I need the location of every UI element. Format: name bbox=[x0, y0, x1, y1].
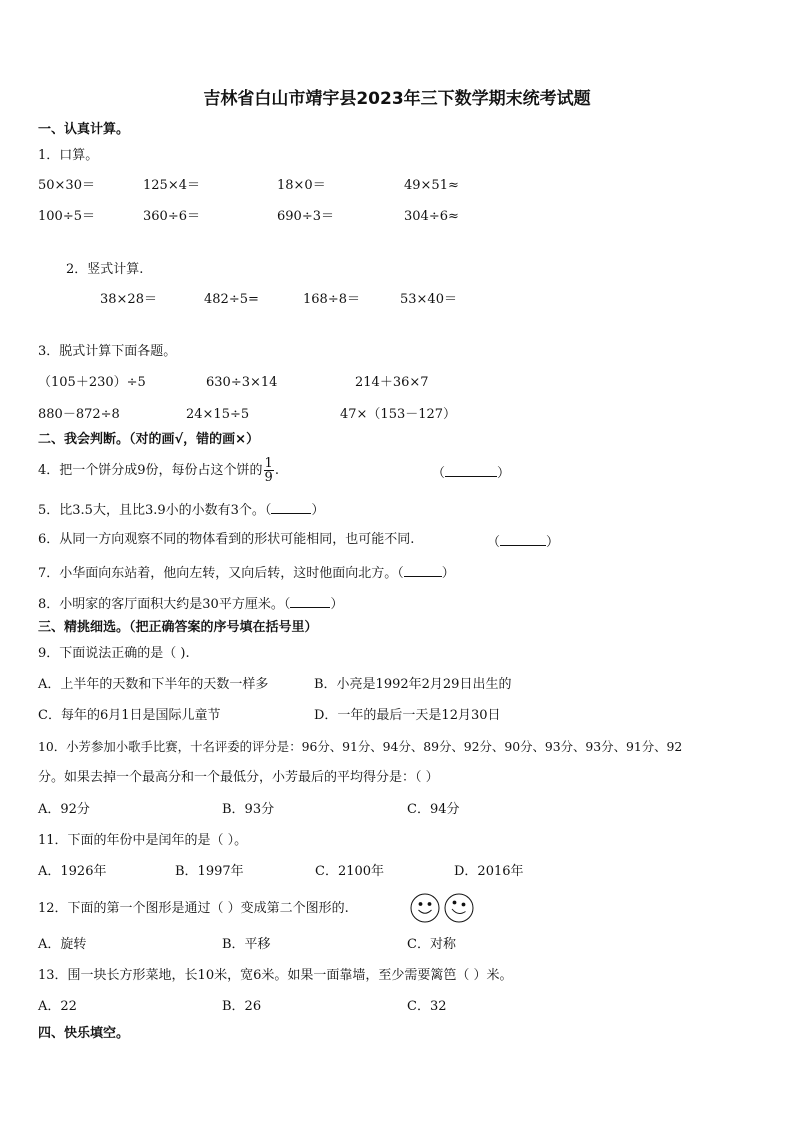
option-a[interactable]: A．旋转 bbox=[38, 937, 87, 952]
oral-item: 50×30＝ bbox=[38, 178, 95, 193]
vertical-calc-item: 38×28＝ bbox=[100, 292, 157, 307]
page-title: 吉林省白山市靖宇县2023年三下数学期末统考试题 bbox=[203, 89, 591, 109]
oral-item: 690÷3＝ bbox=[277, 209, 334, 224]
question-6-text: 6．从同一方向观察不同的物体看到的形状可能相同，也可能不同. bbox=[38, 532, 415, 547]
fraction-denominator: 9 bbox=[264, 470, 273, 485]
question-4 bbox=[38, 456, 279, 486]
question-8 bbox=[38, 594, 343, 613]
vertical-calc-item: 482÷5= bbox=[204, 292, 259, 307]
question-2-label: 2．竖式计算. bbox=[66, 262, 144, 277]
option-d[interactable]: D．一年的最后一天是12月30日 bbox=[314, 708, 501, 723]
section-heading-3: 三、精挑细选。（把正确答案的序号填在括号里） bbox=[38, 620, 318, 635]
option-c[interactable]: C．每年的6月1日是国际儿童节 bbox=[38, 708, 221, 723]
stepwise-item: 47×（153－127） bbox=[340, 407, 457, 422]
smiley-faces-figure bbox=[410, 892, 476, 928]
section-heading-2: 二、我会判断。（对的画√，错的画×） bbox=[38, 432, 260, 447]
answer-blank[interactable] bbox=[500, 532, 546, 546]
question-4-answer bbox=[432, 463, 510, 482]
question-5 bbox=[38, 500, 324, 519]
answer-blank[interactable] bbox=[290, 594, 330, 608]
paren-open: （ bbox=[487, 535, 501, 550]
option-c[interactable]: C．94分 bbox=[407, 802, 460, 817]
section-heading-4: 四、快乐填空。 bbox=[38, 1026, 130, 1041]
question-9-stem: 9．下面说法正确的是（ ). bbox=[38, 646, 190, 661]
smiley-faces-svg bbox=[410, 892, 476, 924]
option-a[interactable]: A．92分 bbox=[38, 802, 90, 817]
paren-close: ） bbox=[497, 466, 511, 481]
question-3-label: 3．脱式计算下面各题。 bbox=[38, 344, 177, 359]
question-6-answer bbox=[487, 532, 559, 551]
option-b[interactable]: B．93分 bbox=[222, 802, 275, 817]
answer-blank[interactable] bbox=[445, 463, 497, 477]
option-c[interactable]: C．32 bbox=[407, 999, 447, 1014]
oral-item: 125×4＝ bbox=[143, 178, 200, 193]
paren-close: ） bbox=[330, 597, 344, 612]
paren-close: ） bbox=[441, 566, 455, 581]
answer-blank[interactable] bbox=[271, 500, 311, 514]
paren-close: ） bbox=[546, 535, 560, 550]
oral-item: 100÷5＝ bbox=[38, 209, 95, 224]
option-b[interactable]: B．1997年 bbox=[175, 864, 244, 879]
question-8-text: 8．小明家的客厅面积大约是30平方厘米。（ bbox=[38, 597, 291, 612]
question-13-stem: 13．围一块长方形菜地，长10米，宽6米。如果一面靠墙，至少需要篱笆（ ）米。 bbox=[38, 968, 513, 983]
option-a[interactable]: A．1926年 bbox=[38, 864, 107, 879]
question-7 bbox=[38, 563, 455, 582]
oral-item: 18×0＝ bbox=[277, 178, 326, 193]
paren-close: ） bbox=[311, 503, 325, 518]
question-11-stem: 11．下面的年份中是闰年的是（ ）。 bbox=[38, 833, 248, 848]
question-5-text: 5．比3.5大，且比3.9小的小数有3个。（ bbox=[38, 503, 272, 518]
question-12-stem: 12．下面的第一个图形是通过（ ）变成第二个图形的. bbox=[38, 901, 349, 916]
question-10-stem-line2: 分。如果去掉一个最高分和一个最低分，小芳最后的平均得分是：（ ） bbox=[38, 770, 439, 785]
option-c[interactable]: C．对称 bbox=[407, 937, 456, 952]
option-b[interactable]: B．小亮是1992年2月29日出生的 bbox=[314, 677, 512, 692]
stepwise-item: 880－872÷8 bbox=[38, 407, 120, 422]
oral-item: 49×51≈ bbox=[404, 178, 459, 193]
option-a[interactable]: A．上半年的天数和下半年的天数一样多 bbox=[38, 677, 269, 692]
smiley-face-second-icon bbox=[445, 894, 473, 922]
question-4-period: . bbox=[274, 463, 279, 478]
option-b[interactable]: B．26 bbox=[222, 999, 262, 1014]
option-a[interactable]: A．22 bbox=[38, 999, 77, 1014]
question-4-text: 4．把一个饼分成9份，每份占这个饼的 bbox=[38, 463, 263, 478]
section-heading-1: 一、认真计算。 bbox=[38, 122, 130, 137]
question-1-label: 1．口算。 bbox=[38, 148, 99, 163]
option-c[interactable]: C．2100年 bbox=[315, 864, 385, 879]
question-10-stem-line1: 10．小芳参加小歌手比赛，十名评委的评分是：96分、91分、94分、89分、92分、90分、93分、93分、91分、92 bbox=[38, 739, 683, 754]
vertical-calc-item: 168÷8＝ bbox=[303, 292, 360, 307]
stepwise-item: 214＋36×7 bbox=[355, 375, 429, 390]
fraction-numerator: 1 bbox=[264, 456, 273, 471]
paren-open: （ bbox=[432, 466, 446, 481]
question-7-text: 7．小华面向东站着，他向左转，又向后转，这时他面向北方。（ bbox=[38, 566, 404, 581]
option-b[interactable]: B．平移 bbox=[222, 937, 271, 952]
fraction bbox=[264, 457, 274, 484]
oral-item: 360÷6＝ bbox=[143, 209, 200, 224]
stepwise-item: 24×15÷5 bbox=[186, 407, 250, 422]
answer-blank[interactable] bbox=[404, 563, 442, 577]
stepwise-item: （105＋230）÷5 bbox=[38, 375, 146, 390]
oral-item: 304÷6≈ bbox=[404, 209, 459, 224]
vertical-calc-item: 53×40＝ bbox=[400, 292, 457, 307]
option-d[interactable]: D．2016年 bbox=[454, 864, 524, 879]
stepwise-item: 630÷3×14 bbox=[206, 375, 278, 390]
smiley-face-first-icon bbox=[411, 894, 439, 922]
